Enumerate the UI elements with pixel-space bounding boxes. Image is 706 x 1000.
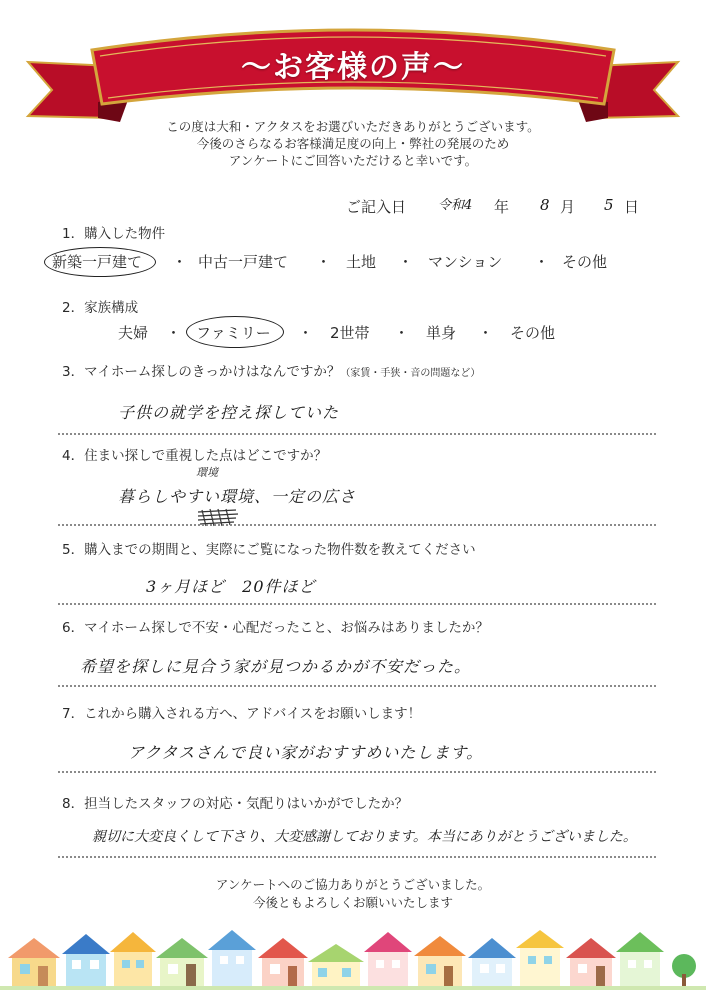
house-icon [468, 938, 516, 986]
date-month-unit: 月 [560, 198, 576, 216]
separator-dot: ・ [172, 253, 188, 271]
page-title: ～お客様の声～ [241, 50, 465, 85]
q3-answer: 子供の就学を控え探していた [118, 403, 340, 422]
separator-dot: ・ [316, 253, 332, 271]
intro-line-3: アンケートにご回答いただけると幸いです。 [228, 153, 478, 168]
house-icon [308, 944, 364, 986]
q2-option-3[interactable]: 2世帯 [330, 324, 370, 342]
answer-line [58, 524, 656, 526]
intro-line-2: 今後のさらなるお客様満足度の向上・弊社の発展のため [196, 136, 510, 151]
closing-line-1: アンケートへのご協力ありがとうございました。 [215, 877, 491, 892]
houses-illustration [0, 930, 706, 990]
house-icon [616, 932, 664, 986]
house-icon [110, 932, 156, 986]
q3-question: 3．マイホーム探しのきっかけはなんですか？ [62, 364, 341, 380]
answer-line [58, 603, 656, 605]
house-icon [62, 934, 110, 986]
q5-answer: 3ヶ月ほど 20件ほど [146, 577, 316, 596]
q2-label: 2．家族構成 [62, 300, 139, 316]
house-icon [414, 936, 466, 986]
house-icon [364, 932, 412, 986]
separator-dot: ・ [394, 324, 410, 342]
date-month: 8 [540, 196, 550, 214]
q6-label: 6．マイホーム探しで不安・心配だったこと、お悩みはありましたか？ [62, 620, 489, 636]
separator-dot: ・ [534, 253, 550, 271]
separator-dot: ・ [478, 324, 494, 342]
house-icon [566, 938, 616, 986]
q4-label: 4．住まい探しで重視した点はどこですか？ [62, 448, 328, 464]
answer-line [58, 433, 656, 435]
q3-note: （家賃・手狭・音の問題など） [340, 368, 481, 379]
date-era-year: 令和4 [438, 198, 473, 213]
closing-line-2: 今後ともよろしくお願いいたします [252, 895, 453, 910]
separator-dot: ・ [398, 253, 414, 271]
q8-answer: 親切に大変良くして下さり、大変感謝しております。本当にありがとうございました。 [92, 829, 637, 845]
house-icon [258, 938, 308, 986]
house-icon [516, 930, 564, 986]
q3-label [62, 360, 480, 380]
answer-line [58, 856, 656, 858]
q2-option-2[interactable]: ファミリー [196, 324, 271, 342]
q7-answer: アクタスさんで良い家がおすすめいたします。 [128, 743, 484, 762]
separator-dot: ・ [298, 324, 314, 342]
date-day: 5 [604, 196, 614, 214]
q6-answer: 希望を探しに見合う家が見つかるかが不安だった。 [80, 657, 472, 676]
q1-option-1[interactable]: 新築一戸建て [52, 253, 143, 271]
q8-label: 8．担当したスタッフの対応・気配りはいかがでしたか？ [62, 796, 409, 812]
answer-line [58, 685, 656, 687]
q2-option-4[interactable]: 単身 [426, 324, 457, 342]
q2-option-1[interactable]: 夫婦 [118, 324, 149, 342]
q1-option-5[interactable]: その他 [562, 253, 608, 271]
q7-label: 7．これから購入される方へ、アドバイスをお願いします！ [62, 706, 422, 722]
q1-option-4[interactable]: マンション [428, 253, 503, 271]
q1-label: 1．購入した物件 [62, 226, 166, 242]
separator-dot: ・ [166, 324, 182, 342]
intro-line-1: この度は大和・アクタスをお選びいただきありがとうございます。 [166, 119, 540, 134]
date-year-unit: 年 [494, 198, 510, 216]
house-icon [8, 938, 60, 986]
q1-option-2[interactable]: 中古一戸建て [198, 253, 289, 271]
q1-option-3[interactable]: 土地 [346, 253, 377, 271]
q4-insert-note: 環境 [196, 466, 218, 479]
q2-option-5[interactable]: その他 [510, 324, 556, 342]
date-label: ご記入日 [346, 198, 407, 216]
q5-label: 5．購入までの期間と、実際にご覧になった物件数を教えてください [62, 542, 476, 558]
house-icon [156, 938, 208, 986]
q4-answer: 暮らしやすい環境、一定の広さ [118, 487, 357, 506]
answer-line [58, 771, 656, 773]
tree-icon [672, 954, 696, 986]
house-icon [208, 930, 256, 986]
date-day-unit: 日 [624, 198, 640, 216]
